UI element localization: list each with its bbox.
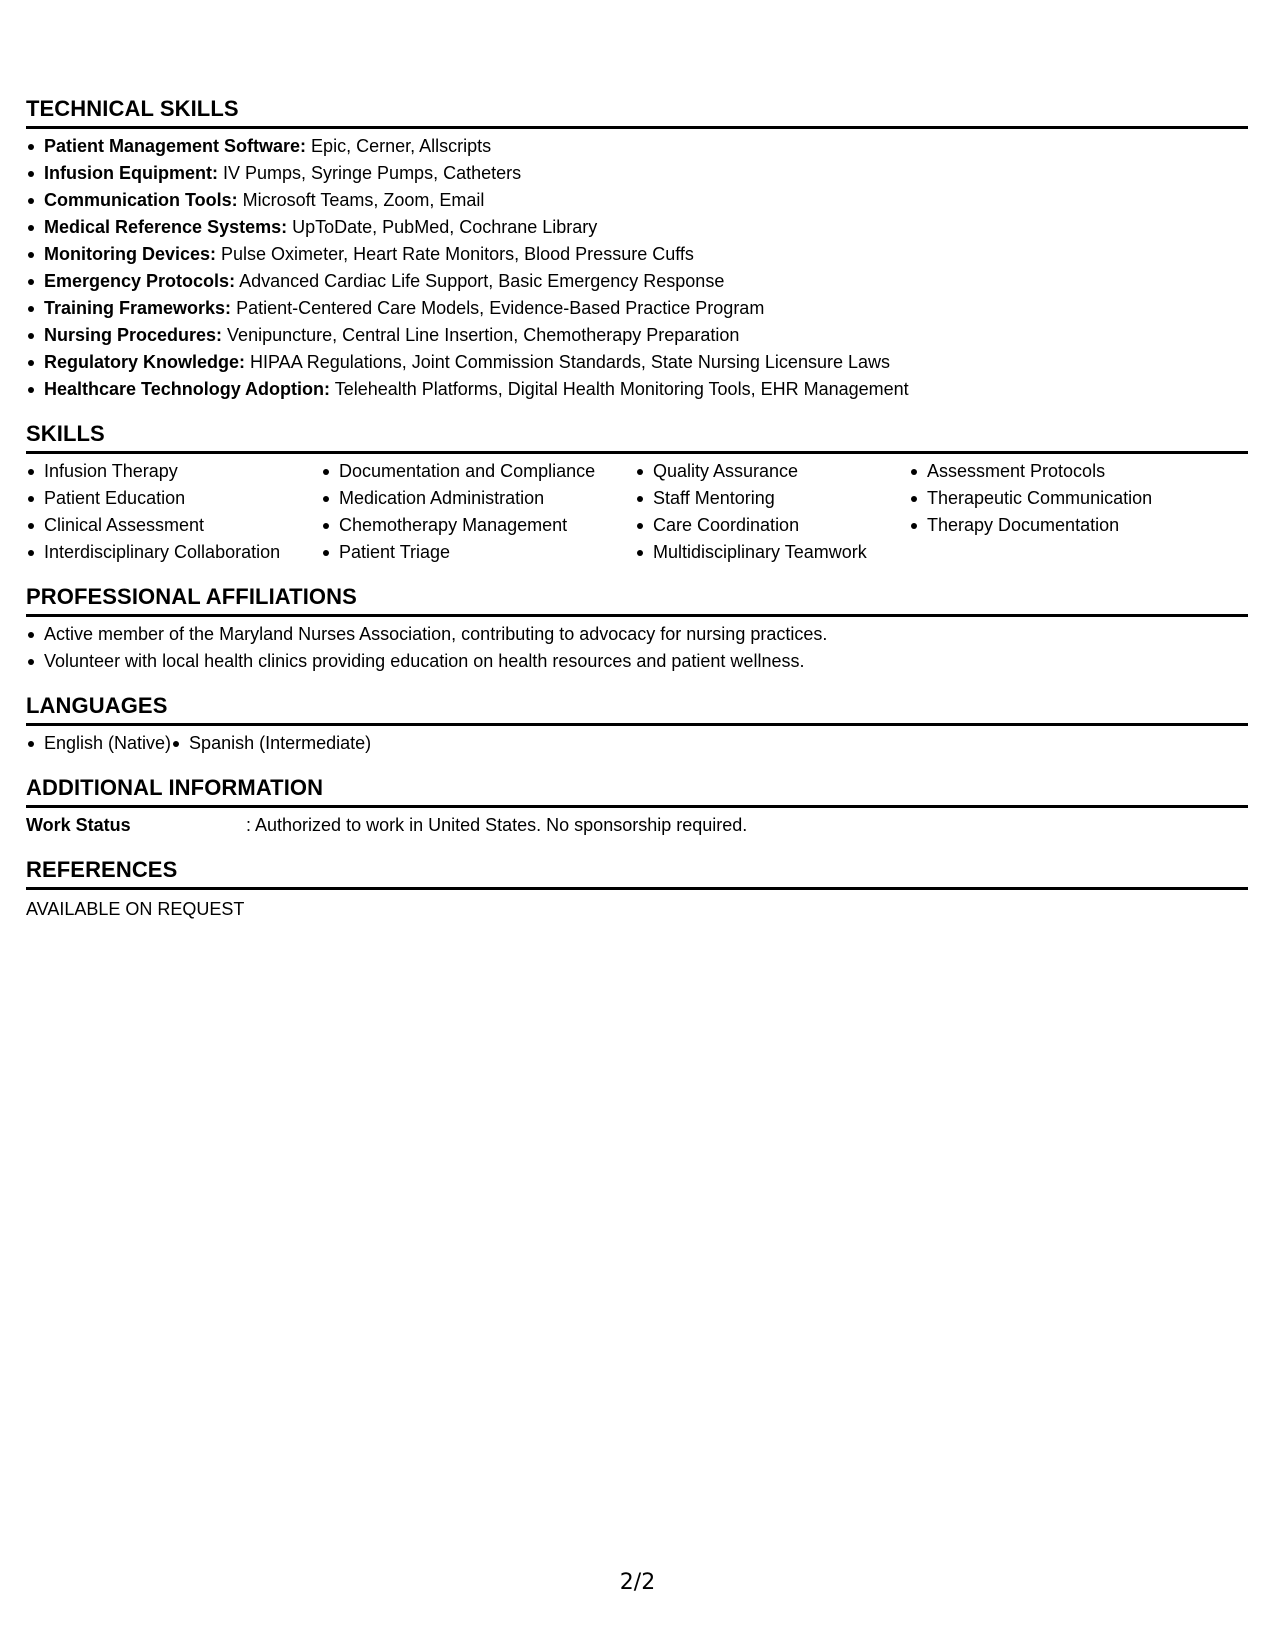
list-item: Multidisciplinary Teamwork (635, 539, 909, 566)
list-item: Volunteer with local health clinics providing education on health resources and patient wellness. (26, 648, 1248, 675)
language-item: English (Native) (26, 730, 171, 757)
languages-section (26, 693, 1248, 757)
technical-skills-section (26, 96, 1248, 403)
list-item: Chemotherapy Management (321, 512, 635, 539)
skills-column-2 (321, 458, 635, 566)
skills-column-1 (26, 458, 321, 566)
affiliations-section (26, 584, 1248, 675)
list-item: Interdisciplinary Collaboration (26, 539, 321, 566)
skill-category-label: Regulatory Knowledge: (44, 352, 246, 372)
work-status-value: : Authorized to work in United States. No sponsorship required. (246, 815, 748, 835)
section-title-skills: SKILLS (26, 421, 1248, 454)
list-item: Patient Triage (321, 539, 635, 566)
list-item: Therapeutic Communication (909, 485, 1209, 512)
skill-category-value: HIPAA Regulations, Joint Commission Standards, State Nursing Licensure Laws (245, 352, 890, 372)
language-group (171, 730, 371, 757)
list-item: Staff Mentoring (635, 485, 909, 512)
list-item (26, 268, 1248, 295)
list-item: Clinical Assessment (26, 512, 321, 539)
list-item: Therapy Documentation (909, 512, 1209, 539)
section-title-references: REFERENCES (26, 857, 1248, 890)
list-item (26, 349, 1248, 376)
list-item (26, 160, 1248, 187)
list-item: Infusion Therapy (26, 458, 321, 485)
skill-category-label: Healthcare Technology Adoption: (44, 379, 331, 399)
list-item (26, 187, 1248, 214)
skill-category-label: Emergency Protocols: (44, 271, 236, 291)
skill-category-label: Communication Tools: (44, 190, 238, 210)
affiliations-list (26, 621, 1248, 675)
skills-grid (26, 458, 1248, 566)
list-item: Quality Assurance (635, 458, 909, 485)
list-item (26, 322, 1248, 349)
list-item (26, 133, 1248, 160)
skill-category-value: Microsoft Teams, Zoom, Email (237, 190, 485, 210)
skill-category-value: Advanced Cardiac Life Support, Basic Emergency Response (235, 271, 725, 291)
skill-category-label: Patient Management Software: (44, 136, 307, 156)
section-title-languages: LANGUAGES (26, 693, 1248, 726)
skill-category-label: Medical Reference Systems: (44, 217, 288, 237)
section-title-affiliations: PROFESSIONAL AFFILIATIONS (26, 584, 1248, 617)
list-item (26, 376, 1248, 403)
section-title-additional-info: ADDITIONAL INFORMATION (26, 775, 1248, 808)
skill-category-value: Telehealth Platforms, Digital Health Monitoring Tools, EHR Management (330, 379, 909, 399)
list-item: Assessment Protocols (909, 458, 1209, 485)
references-text: AVAILABLE ON REQUEST (26, 899, 245, 919)
skill-category-value: Epic, Cerner, Allscripts (306, 136, 492, 156)
skills-column-3 (635, 458, 909, 566)
technical-skills-list (26, 133, 1248, 403)
list-item: Patient Education (26, 485, 321, 512)
language-item: Spanish (Intermediate) (171, 730, 371, 757)
additional-info-section (26, 775, 1248, 839)
page-number: 2/2 (619, 1570, 656, 1595)
list-item: Medication Administration (321, 485, 635, 512)
list-item (26, 214, 1248, 241)
languages-list (26, 730, 1248, 757)
language-group (26, 730, 171, 757)
skills-section (26, 421, 1248, 566)
skills-column-4 (909, 458, 1209, 566)
section-title-technical-skills: TECHNICAL SKILLS (26, 96, 1248, 129)
work-status-row (26, 812, 1248, 839)
skill-category-value: Venipuncture, Central Line Insertion, Chemotherapy Preparation (222, 325, 740, 345)
list-item: Care Coordination (635, 512, 909, 539)
list-item (26, 241, 1248, 268)
skill-category-label: Infusion Equipment: (44, 163, 218, 183)
list-item: Documentation and Compliance (321, 458, 635, 485)
work-status-label: Work Status (26, 815, 131, 835)
skill-category-value: Patient-Centered Care Models, Evidence-Based Practice Program (231, 298, 765, 318)
skill-category-label: Nursing Procedures: (44, 325, 223, 345)
skill-category-value: Pulse Oximeter, Heart Rate Monitors, Blood Pressure Cuffs (216, 244, 694, 264)
skill-category-label: Training Frameworks: (44, 298, 232, 318)
skill-category-label: Monitoring Devices: (44, 244, 217, 264)
references-section (26, 857, 1248, 923)
skill-category-value: IV Pumps, Syringe Pumps, Catheters (217, 163, 522, 183)
list-item (26, 295, 1248, 322)
list-item: Active member of the Maryland Nurses Association, contributing to advocacy for nursing practices. (26, 621, 1248, 648)
skill-category-value: UpToDate, PubMed, Cochrane Library (287, 217, 598, 237)
resume-page (26, 96, 1248, 941)
